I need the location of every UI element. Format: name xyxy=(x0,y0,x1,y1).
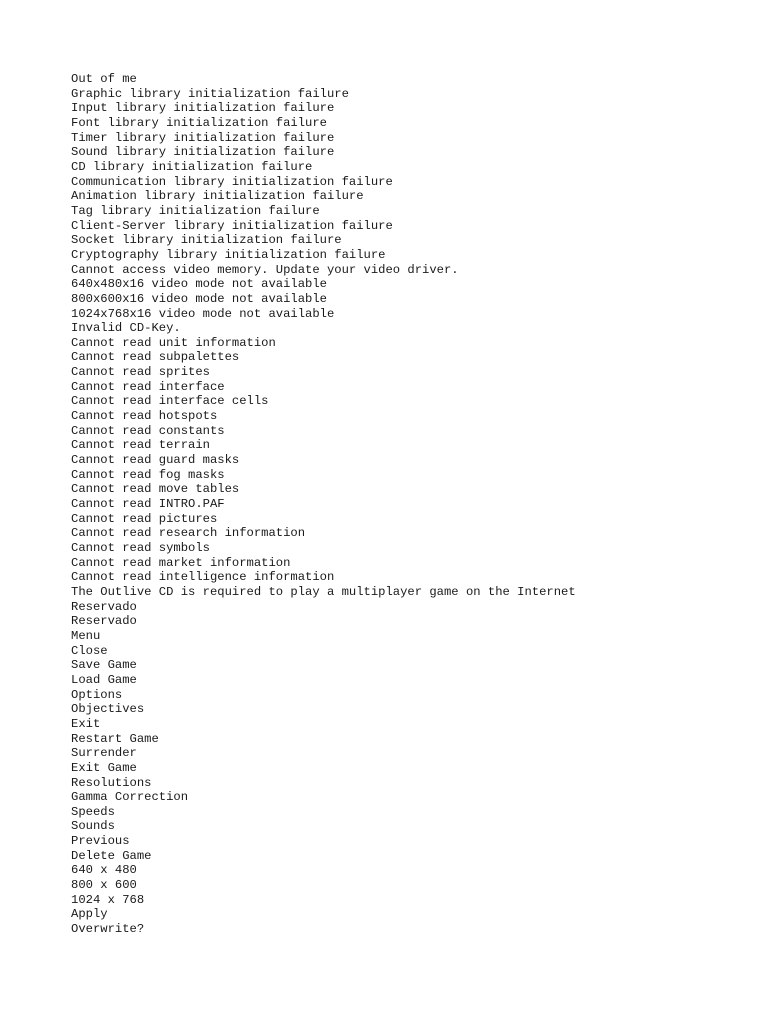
text-line: Socket library initialization failure xyxy=(71,233,342,248)
text-line: Tag library initialization failure xyxy=(71,203,320,218)
document-page xyxy=(71,72,751,937)
text-line: The Outlive CD is required to play a multiplayer game on the Internet xyxy=(71,584,576,599)
text-line: Timer library initialization failure xyxy=(71,130,335,145)
text-line: Resolutions xyxy=(71,775,152,790)
text-line: Speeds xyxy=(71,804,115,819)
text-line: 1024 x 768 xyxy=(71,892,145,907)
text-line: Save Game xyxy=(71,658,137,673)
text-line: 800x600x16 video mode not available xyxy=(71,291,327,306)
text-line: Cannot read subpalettes xyxy=(71,350,240,365)
text-line: Reservado xyxy=(71,614,137,629)
text-line: Close xyxy=(71,643,108,658)
text-line: Animation library initialization failure xyxy=(71,189,364,204)
text-line: Communication library initialization failure xyxy=(71,174,393,189)
text-line: Cannot read research information xyxy=(71,526,306,541)
text-line: Restart Game xyxy=(71,731,159,746)
text-line: Exit xyxy=(71,716,101,731)
text-line: Reservado xyxy=(71,599,137,614)
text-line: Cannot read guard masks xyxy=(71,453,240,468)
text-line: Cannot read fog masks xyxy=(71,467,225,482)
text-line: Surrender xyxy=(71,746,137,761)
text-line: Cannot read interface xyxy=(71,379,225,394)
text-line: Cannot read intelligence information xyxy=(71,570,335,585)
text-line: Cannot read hotspots xyxy=(71,409,218,424)
text-line: Gamma Correction xyxy=(71,790,189,805)
text-line: 1024x768x16 video mode not available xyxy=(71,306,335,321)
text-line: 640x480x16 video mode not available xyxy=(71,277,327,292)
text-line: Cannot read symbols xyxy=(71,541,210,555)
text-line: Cannot read market information xyxy=(71,555,291,570)
text-line: Load Game xyxy=(71,672,137,687)
text-line: Cannot read move tables xyxy=(71,482,240,497)
text-line: Options xyxy=(71,687,123,702)
text-line: Invalid CD-Key. xyxy=(71,321,181,336)
text-line: Client-Server library initialization failure xyxy=(71,218,393,233)
text-line: Menu xyxy=(71,628,101,643)
text-line: Objectives xyxy=(71,702,145,717)
text-line: Exit Game xyxy=(71,760,137,775)
text-line: Input library initialization failure xyxy=(71,101,335,116)
text-line: Cannot read sprites xyxy=(71,365,210,380)
text-line: Previous xyxy=(71,834,130,849)
text-line: Cannot read constants xyxy=(71,423,225,438)
text-line: 640 x 480 xyxy=(71,863,137,878)
text-line: Cannot read terrain xyxy=(71,438,210,453)
text-line: Cannot read pictures xyxy=(71,511,218,526)
text-line: Cannot read unit information xyxy=(71,335,276,350)
text-line: Apply xyxy=(71,907,108,922)
text-line: Font library initialization failure xyxy=(71,115,327,130)
text-line: Sound library initialization failure xyxy=(71,145,335,160)
text-line: 800 x 600 xyxy=(71,878,137,893)
text-line: CD library initialization failure xyxy=(71,159,313,174)
text-line: Overwrite? xyxy=(71,922,145,937)
text-line: Cannot access video memory. Update your video driver. xyxy=(71,262,459,277)
text-line: Graphic library initialization failure xyxy=(71,86,349,101)
text-line: Out of me xyxy=(71,72,137,86)
text-line: Delete Game xyxy=(71,848,152,863)
text-line: Sounds xyxy=(71,819,115,834)
text-line: Cryptography library initialization failure xyxy=(71,247,386,262)
text-line: Cannot read INTRO.PAF xyxy=(71,497,225,512)
text-line: Cannot read interface cells xyxy=(71,394,269,409)
